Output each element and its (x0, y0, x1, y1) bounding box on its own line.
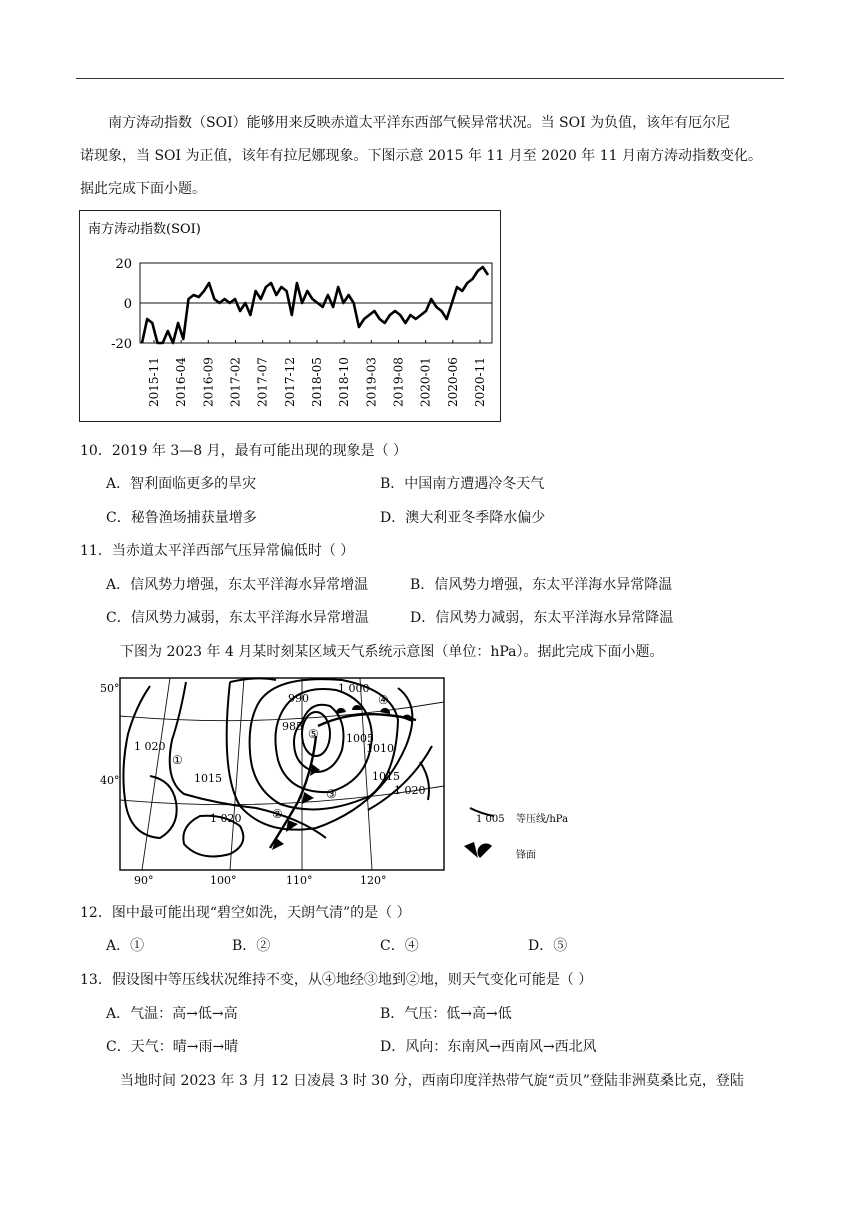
intro2-text: 下图为 2023 年 4 月某时刻某区域天气系统示意图（单位：hPa）。据此完成下面小题。 (120, 644, 664, 660)
x-tick-label: 2020-11 (473, 357, 487, 407)
warm-front-marker (336, 708, 346, 714)
legend-isobar-value: 1 005 (476, 814, 505, 825)
tail-text: 当地时间 2023 年 3 月 12 日凌晨 3 时 30 分，西南印度洋热带气旋“贡贝”登陆非洲莫桑比克，登陆 (120, 1073, 744, 1089)
lon-label-120: 120° (360, 874, 387, 887)
y-tick-label: 20 (115, 257, 132, 272)
weather-map-svg (80, 676, 569, 887)
q10-option-c[interactable]: C．秘鲁渔场捕获量增多 (106, 510, 257, 526)
x-tick-label: 2020-06 (445, 357, 460, 407)
y-tick-label: -20 (111, 337, 132, 352)
point-4: ④ (378, 693, 389, 707)
y-tick-label: 0 (123, 297, 132, 312)
q12-option-c[interactable]: C．④ (380, 938, 419, 954)
q13-stem: 13．假设图中等压线状况维持不变，从④地经③地到②地，则天气变化可能是（ ） (80, 972, 593, 988)
isobar-label: 1 020 (134, 740, 166, 753)
q10-option-a[interactable]: A．智利面临更多的旱灾 (106, 476, 257, 492)
isobar-label: 990 (288, 692, 309, 705)
soi-chart-svg (80, 211, 500, 421)
isobar-label: 1010 (366, 742, 394, 755)
x-tick-label: 2017-07 (255, 357, 270, 407)
x-tick-label: 2016-04 (174, 357, 189, 407)
x-tick-label: 2020-01 (418, 357, 433, 407)
x-tick-label: 2017-02 (228, 357, 243, 407)
isobar-label: 1005 (346, 732, 374, 745)
lon-label-90: 90° (134, 874, 154, 887)
lat-label-40: 40° (100, 774, 120, 787)
isobar-label: 1015 (194, 772, 222, 785)
q11-option-d[interactable]: D．信风势力减弱，东太平洋海水异常降温 (410, 610, 674, 626)
intro-line-1: 南方涛动指数（SOI）能够用来反映赤道太平洋东西部气候异常状况。当 SOI 为负值，该年有厄尔尼 (108, 115, 731, 131)
soi-chart (79, 210, 501, 422)
q12-stem: 12．图中最可能出现“碧空如洗，天朗气清”的是（ ） (80, 905, 411, 921)
lat-label-50: 50° (100, 682, 120, 695)
x-tick-label: 2015-11 (147, 357, 161, 407)
x-tick-label: 2018-10 (337, 357, 352, 407)
soi-series-line (142, 267, 488, 343)
q13-option-d[interactable]: D．风向：东南风→西南风→西北风 (380, 1039, 597, 1055)
header-rule (76, 78, 784, 79)
q12-option-b[interactable]: B．② (232, 938, 271, 954)
point-3: ③ (326, 787, 337, 801)
legend-cold-front-icon (464, 842, 478, 858)
q12-option-a[interactable]: A．① (106, 938, 145, 954)
lon-label-110: 110° (286, 874, 313, 887)
isobar-label: 1 020 (394, 784, 426, 797)
q10-option-d[interactable]: D．澳大利亚冬季降水偏少 (380, 510, 546, 526)
warm-front-marker (380, 708, 390, 714)
intro-line-3: 据此完成下面小题。 (80, 181, 206, 197)
q11-stem: 11．当赤道太平洋西部气压异常偏低时（ ） (80, 543, 355, 559)
x-tick-label: 2019-03 (364, 357, 379, 407)
x-tick-label: 2017-12 (282, 357, 297, 407)
weather-map (80, 676, 569, 887)
x-tick-label: 2018-05 (310, 357, 324, 407)
q11-option-b[interactable]: B．信风势力增强，东太平洋海水异常降温 (410, 577, 673, 593)
x-tick-label: 2016-09 (201, 357, 216, 407)
intro-line-2: 诺现象，当 SOI 为正值，该年有拉尼娜现象。下图示意 2015 年 11 月至 2020 年 11 月南方涛动指数变化。 (80, 148, 762, 164)
x-tick-label: 2019-08 (391, 357, 406, 407)
isobar-label: 985 (282, 720, 303, 733)
q13-option-c[interactable]: C．天气：晴→雨→晴 (106, 1039, 239, 1055)
q11-option-a[interactable]: A．信风势力增强，东太平洋海水异常增温 (106, 577, 369, 593)
isobar-label: 1 020 (210, 812, 242, 825)
q12-option-d[interactable]: D．⑤ (528, 938, 568, 954)
point-1: ① (172, 753, 183, 767)
longitude-line-90 (142, 678, 170, 870)
q10-option-b[interactable]: B．中国南方遭遇冷冬天气 (380, 476, 545, 492)
isobar-label: 1 000 (338, 682, 370, 695)
q13-option-a[interactable]: A．气温：高→低→高 (106, 1006, 238, 1022)
isobar-label: 1015 (372, 770, 400, 783)
lon-label-100: 100° (210, 874, 237, 887)
q10-stem: 10．2019 年 3—8 月，最有可能出现的现象是（ ） (80, 443, 408, 459)
point-5: ⑤ (308, 727, 319, 741)
legend-warm-front-icon (478, 844, 492, 858)
q11-option-c[interactable]: C．信风势力减弱，东太平洋海水异常增温 (106, 610, 369, 626)
point-2: ② (272, 807, 283, 821)
legend-front-label: 锋面 (516, 850, 536, 861)
legend-isobar-label: 等压线/hPa (516, 814, 569, 825)
chart-title: 南方涛动指数(SOI) (88, 222, 201, 237)
q13-option-b[interactable]: B．气压：低→高→低 (380, 1006, 512, 1022)
warm-front-marker (402, 715, 412, 722)
